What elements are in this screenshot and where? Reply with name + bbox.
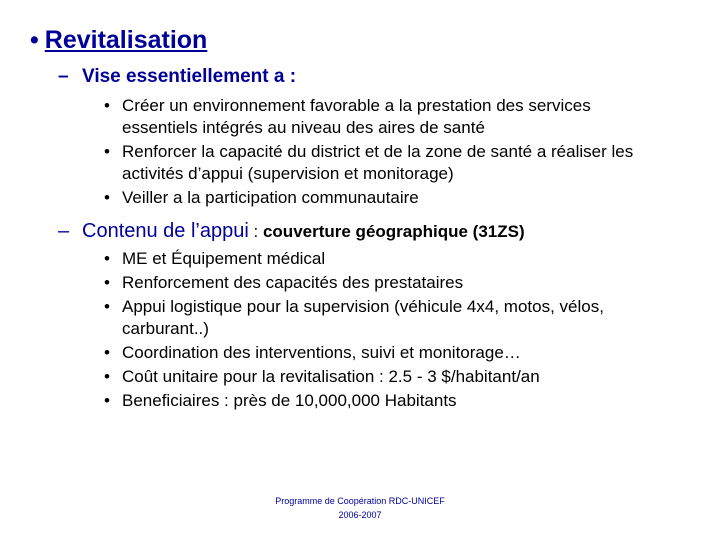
list-item-text: ME et Équipement médical [122, 249, 326, 268]
section1-dash: – [58, 66, 69, 87]
list-item [100, 366, 660, 388]
list-item-text: Renforcement des capacités des prestataires [122, 273, 464, 292]
section1-list [100, 95, 660, 211]
section1-title-text: Vise essentiellement a : [82, 66, 297, 87]
section2-list [100, 248, 660, 414]
list-item [100, 95, 660, 139]
section2-dash: – [58, 220, 70, 242]
list-item [100, 248, 660, 270]
list-item-text: Coordination des interventions, suivi et monitorage… [122, 343, 521, 362]
bullet: • [104, 188, 110, 207]
heading-text: Revitalisation [44, 26, 208, 54]
list-item [100, 187, 660, 209]
bullet: • [104, 343, 110, 362]
bullet: • [104, 297, 110, 316]
section2-title [58, 220, 525, 243]
section2-title-text: Contenu de l’appui [82, 220, 249, 242]
section1-title [58, 66, 296, 88]
list-item [100, 272, 660, 294]
section2-colon: : [248, 222, 263, 241]
list-item-text: Veiller a la participation communautaire [122, 188, 419, 207]
section2-subtitle: couverture géographique (31ZS) [262, 222, 525, 241]
list-item-text: Renforcer la capacité du district et de la zone de santé a réaliser les activités d’appui (supervision et monitorage) [122, 142, 634, 183]
list-item [100, 342, 660, 364]
heading-bullet: • [30, 26, 39, 54]
list-item [100, 141, 660, 185]
bullet: • [104, 142, 110, 161]
list-item [100, 296, 660, 340]
list-item [100, 390, 660, 412]
bullet: • [104, 273, 110, 292]
main-heading [30, 26, 207, 55]
list-item-text: Appui logistique pour la supervision (véhicule 4x4, motos, vélos, carburant..) [122, 297, 604, 338]
list-item-text: Créer un environnement favorable a la prestation des services essentiels intégrés au niveau des aires de santé [122, 96, 591, 137]
bullet: • [104, 367, 110, 386]
footer-line2: 2006-2007 [338, 510, 382, 520]
bullet: • [104, 249, 110, 268]
list-item-text: Coût unitaire pour la revitalisation : 2.5 - 3 $/habitant/an [122, 367, 540, 386]
footer-line1: Programme de Coopération RDC-UNICEF [275, 496, 445, 506]
bullet: • [104, 391, 110, 410]
footer [240, 494, 480, 522]
list-item-text: Beneficiaires : près de 10,000,000 Habitants [122, 391, 457, 410]
bullet: • [104, 96, 110, 115]
